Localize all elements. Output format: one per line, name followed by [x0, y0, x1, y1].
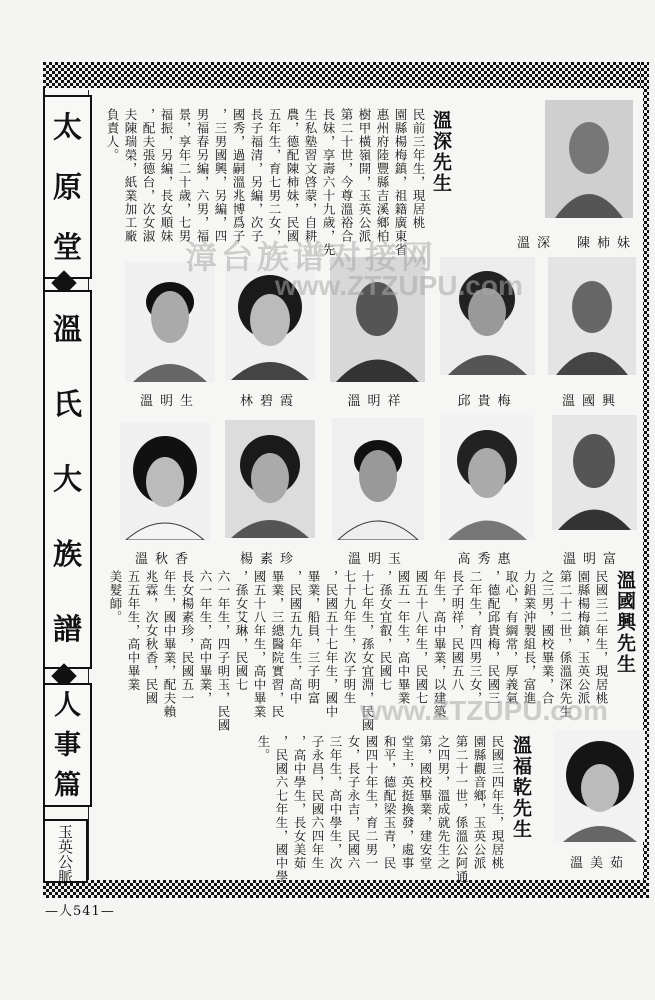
portrait-photo — [555, 730, 645, 842]
hall-name — [43, 95, 92, 279]
hall-char: 原 — [52, 169, 82, 204]
book-title — [43, 290, 92, 669]
section-heading: 溫國興先生 — [614, 570, 636, 675]
chapter-title — [43, 683, 92, 807]
branch-char: 英 — [57, 838, 73, 856]
title-char: 族 — [52, 537, 82, 571]
page-number: —人541— — [45, 904, 115, 919]
section-heading: 溫深先生 — [430, 110, 452, 194]
hall-char: 堂 — [52, 229, 82, 264]
section-body: 民前三年生，現居桃 園縣楊梅鎮，祖籍廣東省 惠州府陸豐縣吉溪鄉柏 樹甲橫嶺開，玉英公派 第二十世，今尊溫裕合 長妹，享壽六十九歲，先 生私塾習文啓蒙，自耕 農，德配陳柿妹，民國 五年生，育七男二女， 長子福清，另編，次子 國秀，過嗣溫兆博爲子 ，三男國興，另編，四 男福春另編，六男，福 景，享年二十歲，七男 福振，另編，長女順妹 ，配夫張德台，次女淑 夫陳瑞榮，紙業加工廠 負責人。 — [105, 108, 426, 257]
portrait-photo — [332, 418, 424, 540]
portrait-photo — [125, 262, 215, 382]
photo-caption: 溫秋香 — [134, 552, 195, 567]
photo-caption: 溫明生 — [139, 394, 200, 409]
photo-caption: 溫明祥 — [347, 394, 408, 409]
title-char: 大 — [52, 462, 82, 496]
title-char: 氏 — [52, 387, 82, 421]
photo-caption: 溫美茹 — [569, 856, 630, 871]
section-body: 民國三二年生，現居桃 園縣楊梅鎮，玉英公派 第二十二世，係溫深先生 之三男，國校畢業，合 力鋁業沖製組長，富進 取心，有綱常，厚義氣 ，德配邱貴梅，民國三 二年生，育四男三女， 長子明祥，民國五八 年生，高中畢業，以建築 國五十八年生，民國七 國五一年生，高中畢業 ，孫女宜叡，民國七 十七年生，孫女宜淵，民國 七十九年生，次子明生 ，民國五十七年生，國中 畢業，船員，三子明富 ，民國五九年生，高中 畢業，三總醫院實習，民 國五十八年生，高中畢業 ，孫女艾琳，民國七 六一年生，四子明玉，民國 六一年生，高中畢業， 長女楊素珍，民國五一 年生，國中畢業，配夫賴 兆霖，次女秋香，民國 五五年生，高中畢業 美髮師。 — [108, 570, 609, 732]
photo-caption: 溫國興 — [561, 394, 622, 409]
watermark-url: www.ZTZUPU.com — [360, 695, 608, 726]
top-checker-border — [43, 62, 649, 88]
photo-caption: 溫明富 — [562, 552, 623, 567]
portrait-photo — [120, 422, 210, 540]
section-body: 民國三四年生，現居桃 園縣觀音鄉，玉英公派 第二十一世，係溫公阿通 之四男，溫成就先生之 第，國校畢業，建安堂 堂主，英挺換發，處事 和平，德配梁玉青，民 國四十年生，育二男一 女，長子永吉，民國六 三年生，高中學生，次 子永昌，民國六四年生 ，高中學生，長女美茹 ，民國六七年生，國中學 生。 — [256, 735, 505, 884]
chapter-char: 事 — [54, 729, 81, 761]
photo-caption: 邱貴梅 — [457, 394, 518, 409]
watermark-text: 漳台族谱对接网 — [185, 238, 438, 276]
branch-char: 脈 — [57, 868, 73, 886]
branch-char: 玉 — [57, 823, 73, 841]
photo-caption-row: 溫深 陳柿妹 — [516, 236, 637, 251]
portrait-photo — [440, 415, 535, 540]
chapter-char: 篇 — [54, 769, 81, 801]
branch-label — [43, 819, 88, 886]
portrait-photo — [552, 415, 637, 530]
watermark-url: www.ZTZUPU.com — [275, 270, 523, 301]
portrait-photo — [545, 100, 633, 218]
title-char: 溫 — [52, 312, 82, 346]
hall-char: 太 — [52, 109, 82, 144]
branch-char: 公 — [57, 853, 73, 871]
portrait-photo — [225, 420, 315, 538]
sidebar-title — [43, 95, 88, 886]
chapter-char: 人 — [54, 689, 81, 721]
title-char: 譜 — [52, 612, 82, 646]
section-heading: 溫福乾先生 — [510, 735, 532, 840]
photo-caption: 林碧霞 — [239, 394, 300, 409]
photo-caption: 楊素珍 — [239, 552, 300, 567]
photo-caption: 溫明玉 — [347, 552, 408, 567]
photo-caption: 高秀惠 — [457, 552, 518, 567]
portrait-photo — [548, 257, 636, 375]
